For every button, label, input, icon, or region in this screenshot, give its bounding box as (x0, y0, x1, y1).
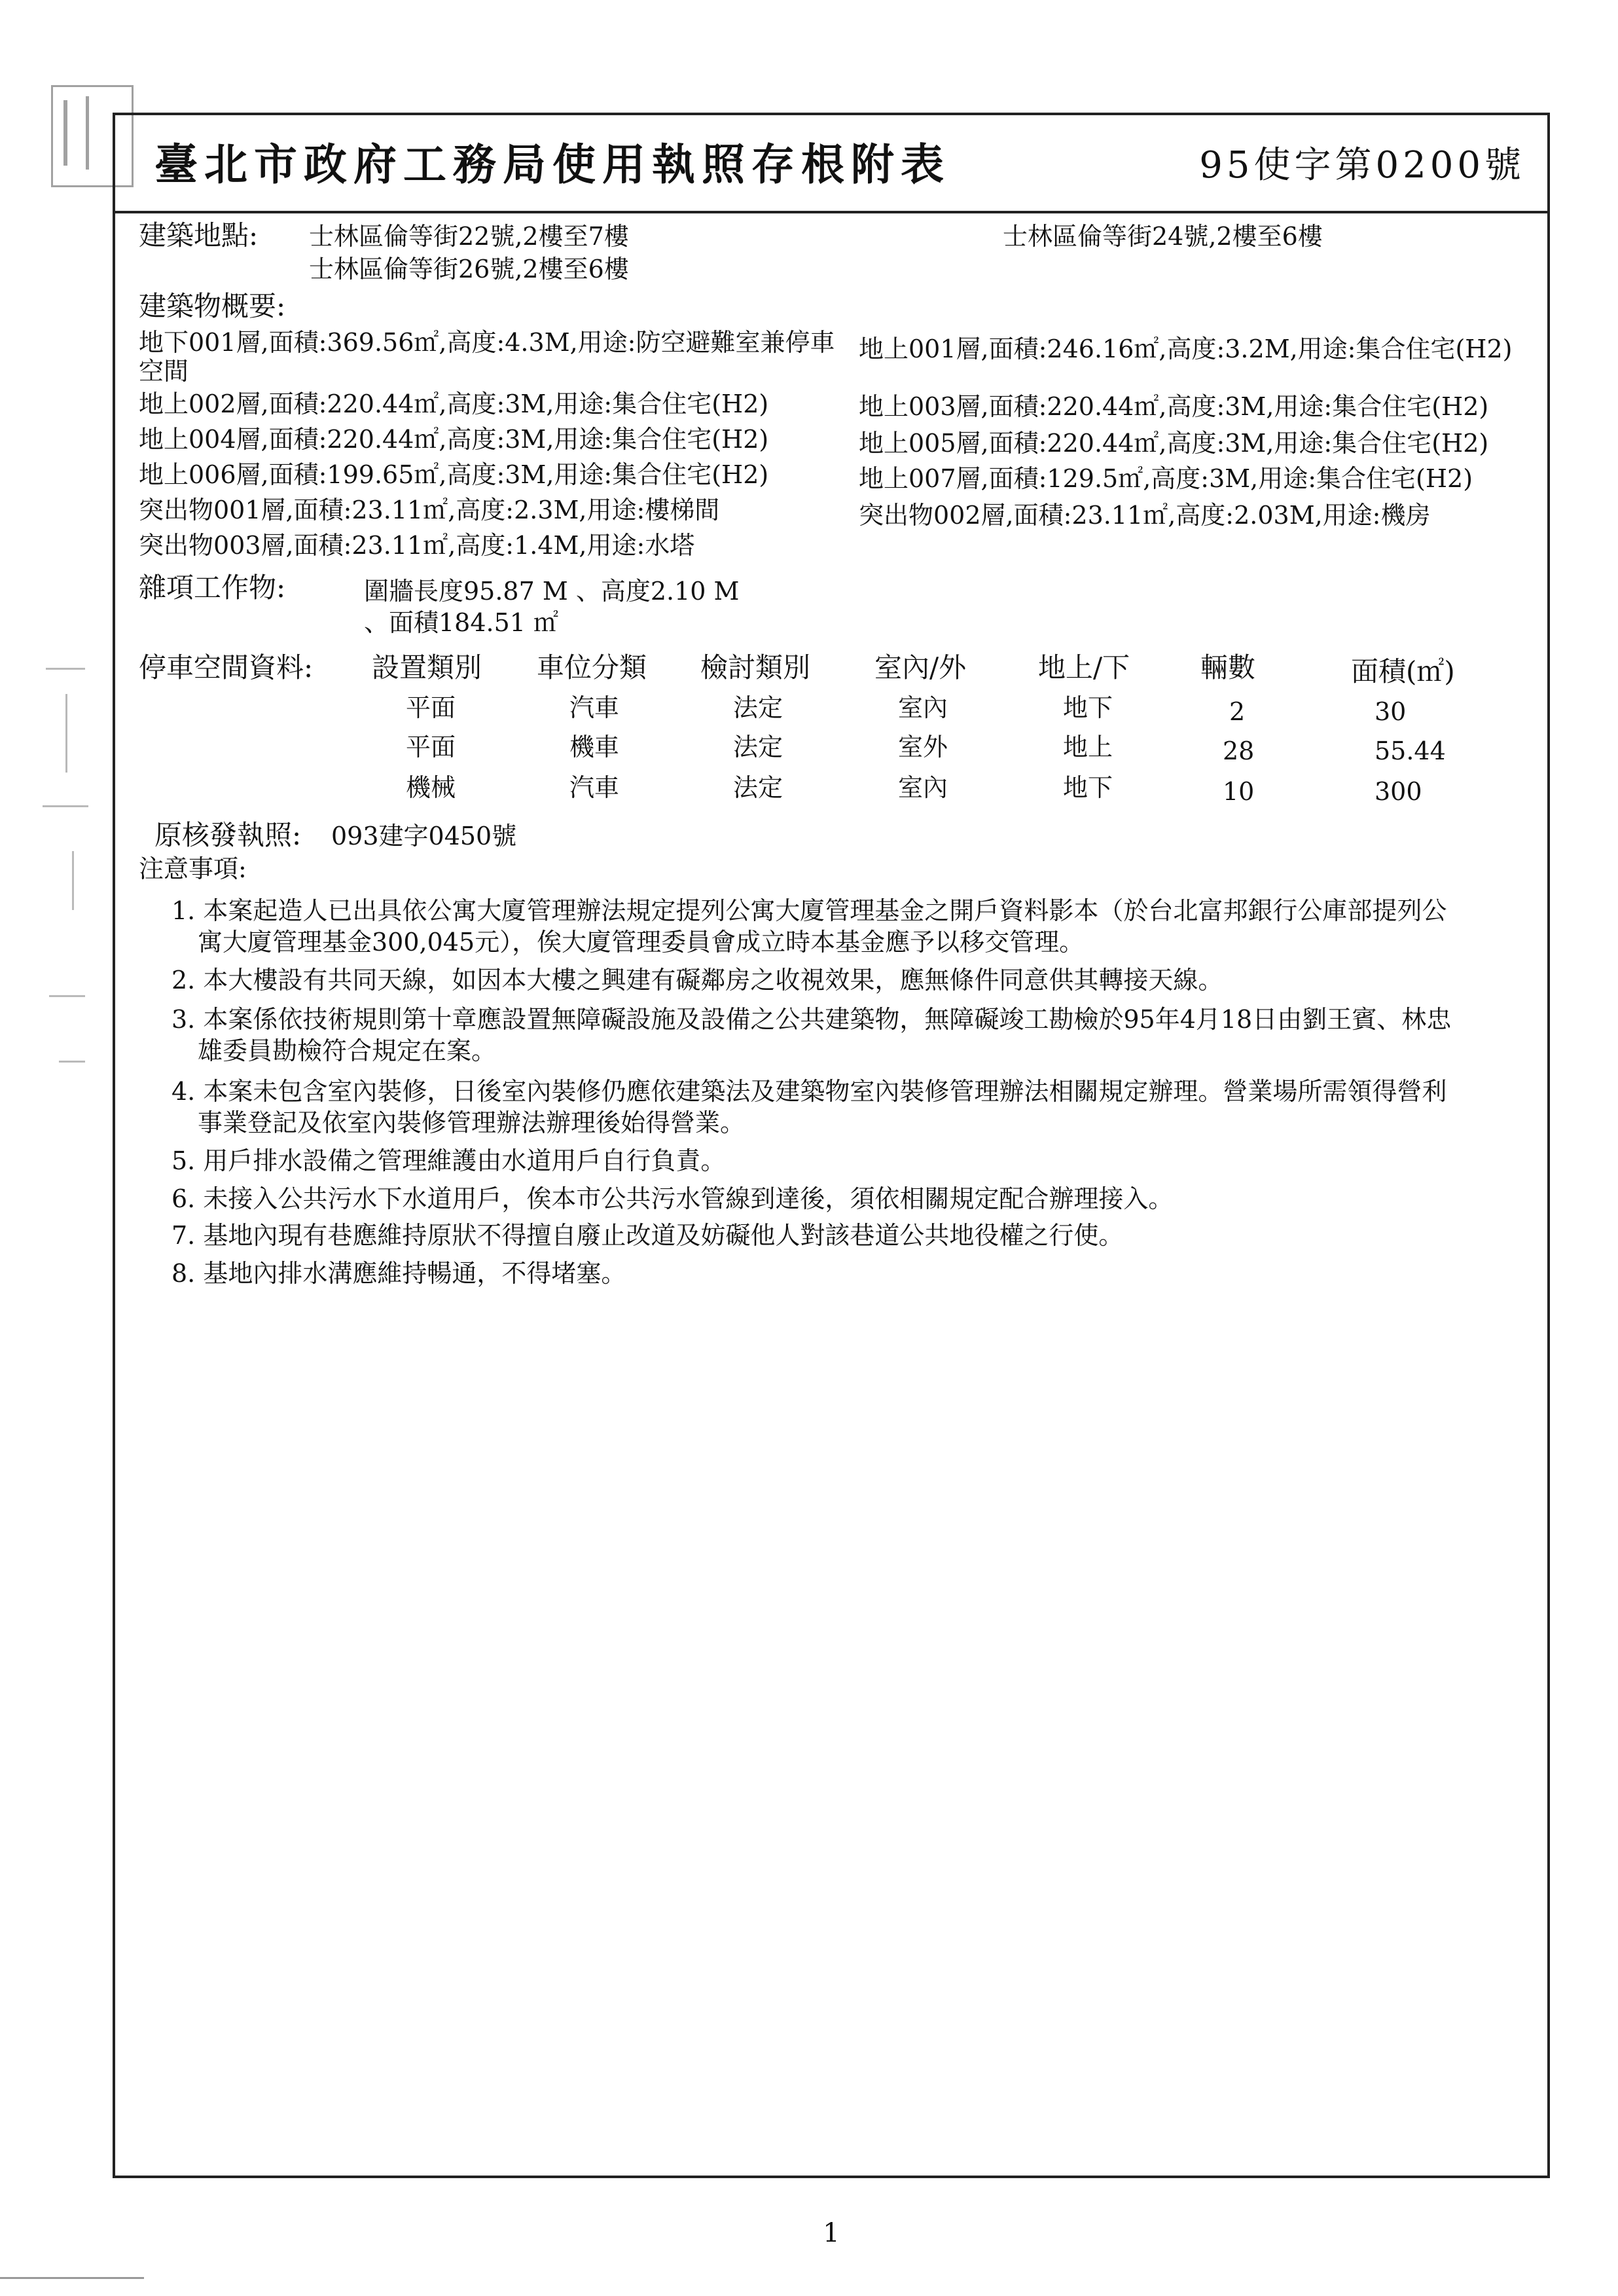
parking-cell: 地下 (1063, 773, 1113, 802)
overview-right-1: 地上001層,面積:246.16㎡,高度:3.2M,用途:集合住宅(H2) (859, 335, 1513, 363)
parking-cell: 300 (1375, 777, 1422, 806)
page-number: 1 (823, 2218, 840, 2248)
parking-cell: 法定 (733, 733, 783, 761)
note-line: 5. 用戶排水設備之管理維護由水道用戶自行負責。 (171, 1146, 726, 1175)
parking-cell: 地下 (1063, 693, 1113, 722)
note-line: 3. 本案係依技術規則第十章應設置無障礙設施及設備之公共建築物，無障礙竣工勘檢於95年4月18日由劉王賓、林忠 (171, 1005, 1452, 1034)
overview-label: 建築物概要: (139, 290, 286, 322)
document-title: 臺北市政府工務局使用執照存根附表 (154, 139, 950, 190)
original-license-value: 093建字0450號 (331, 822, 517, 850)
parking-cell: 地上 (1063, 733, 1113, 761)
parking-cell: 機械 (406, 773, 456, 802)
document-frame (113, 113, 1550, 2248)
parking-header-type: 設置類別 (372, 651, 482, 683)
overview-right-5: 突出物002層,面積:23.11㎡,高度:2.03M,用途:機房 (859, 501, 1431, 530)
parking-cell: 室內 (898, 693, 948, 722)
parking-cell: 28 (1223, 737, 1255, 765)
overview-left-6: 突出物001層,面積:23.11㎡,高度:2.3M,用途:樓梯間 (139, 496, 720, 524)
note-line: 8. 基地內排水溝應維持暢通，不得堵塞。 (171, 1259, 626, 1288)
overview-left-4: 地上004層,面積:220.44㎡,高度:3M,用途:集合住宅(H2) (139, 425, 769, 454)
overview-left-7: 突出物003層,面積:23.11㎡,高度:1.4M,用途:水塔 (139, 531, 695, 560)
overview-right-4: 地上007層,面積:129.5㎡,高度:3M,用途:集合住宅(H2) (859, 464, 1473, 493)
note-line: 事業登記及依室內裝修管理辦法辦理後始得營業。 (198, 1108, 746, 1137)
location-line-1: 士林區倫等街22號,2樓至7樓 (309, 222, 629, 251)
parking-cell: 室外 (898, 733, 948, 761)
overview-left-2: 空間 (139, 357, 189, 386)
note-line: 7. 基地內現有巷應維持原狀不得擅自廢止改道及妨礙他人對該巷道公共地役權之行使。 (171, 1221, 1124, 1250)
permit-number: 95使字第0200號 (1199, 144, 1525, 187)
location-label: 建築地點: (139, 219, 259, 251)
parking-cell: 法定 (733, 773, 783, 802)
parking-cell: 2 (1229, 697, 1246, 726)
parking-cell: 汽車 (569, 773, 620, 802)
overview-left-1: 地下001層,面積:369.56㎡,高度:4.3M,用途:防空避難室兼停車 (139, 328, 835, 357)
notes-label: 注意事項: (139, 854, 247, 883)
parking-header-review: 檢討類別 (700, 651, 811, 683)
parking-header-level: 地上/下 (1038, 651, 1130, 683)
parking-cell: 30 (1375, 697, 1407, 726)
overview-left-5: 地上006層,面積:199.65㎡,高度:3M,用途:集合住宅(H2) (139, 460, 769, 489)
parking-cell: 法定 (733, 693, 783, 722)
parking-cell: 10 (1223, 777, 1255, 806)
note-line: 2. 本大樓設有共同天線，如因本大樓之興建有礙鄰房之收視效果，應無條件同意供其轉接天線。 (171, 966, 1223, 994)
parking-header-count: 輛數 (1200, 651, 1256, 683)
note-line: 6. 未接入公共污水下水道用戶，俟本市公共污水管線到達後，須依相關規定配合辦理接入。 (171, 1184, 1174, 1213)
parking-header-area: 面積(㎡) (1351, 655, 1455, 687)
parking-cell: 平面 (406, 693, 456, 722)
parking-header-indoor: 室內/外 (874, 651, 967, 683)
overview-right-2: 地上003層,面積:220.44㎡,高度:3M,用途:集合住宅(H2) (859, 392, 1489, 421)
misc-works-line-1: 圍牆長度95.87 M 、高度2.10 M (364, 577, 740, 606)
parking-cell: 室內 (898, 773, 948, 802)
location-line-3: 士林區倫等街26號,2樓至6樓 (309, 255, 629, 283)
note-line: 雄委員勘檢符合規定在案。 (198, 1036, 497, 1065)
misc-works-label: 雜項工作物: (139, 572, 286, 604)
margin-scan-marks (39, 655, 98, 1178)
parking-cell: 平面 (406, 733, 456, 761)
note-line: 1. 本案起造人已出具依公寓大廈管理辦法規定提列公寓大廈管理基金之開戶資料影本（於台北富邦銀行公庫部提列公 (171, 896, 1447, 925)
parking-label: 停車空間資料: (139, 651, 314, 683)
parking-cell: 機車 (569, 733, 620, 761)
location-line-2: 士林區倫等街24號,2樓至6樓 (1003, 222, 1323, 251)
parking-header-class: 車位分類 (537, 651, 647, 683)
parking-cell: 55.44 (1375, 737, 1446, 765)
misc-works-line-2: 、面積184.51 ㎡ (364, 608, 559, 637)
title-row (115, 115, 1547, 213)
scan-edge-line (0, 2277, 144, 2279)
overview-left-3: 地上002層,面積:220.44㎡,高度:3M,用途:集合住宅(H2) (139, 390, 769, 418)
parking-cell: 汽車 (569, 693, 620, 722)
overview-right-3: 地上005層,面積:220.44㎡,高度:3M,用途:集合住宅(H2) (859, 429, 1489, 458)
note-line: 寓大廈管理基金300,045元），俟大廈管理委員會成立時本基金應予以移交管理。 (198, 928, 1085, 957)
note-line: 4. 本案未包含室內裝修，日後室內裝修仍應依建築法及建築物室內裝修管理辦法相關規定辦理。營業場所需領得營利 (171, 1077, 1447, 1106)
original-license-label: 原核發執照: (154, 819, 302, 851)
